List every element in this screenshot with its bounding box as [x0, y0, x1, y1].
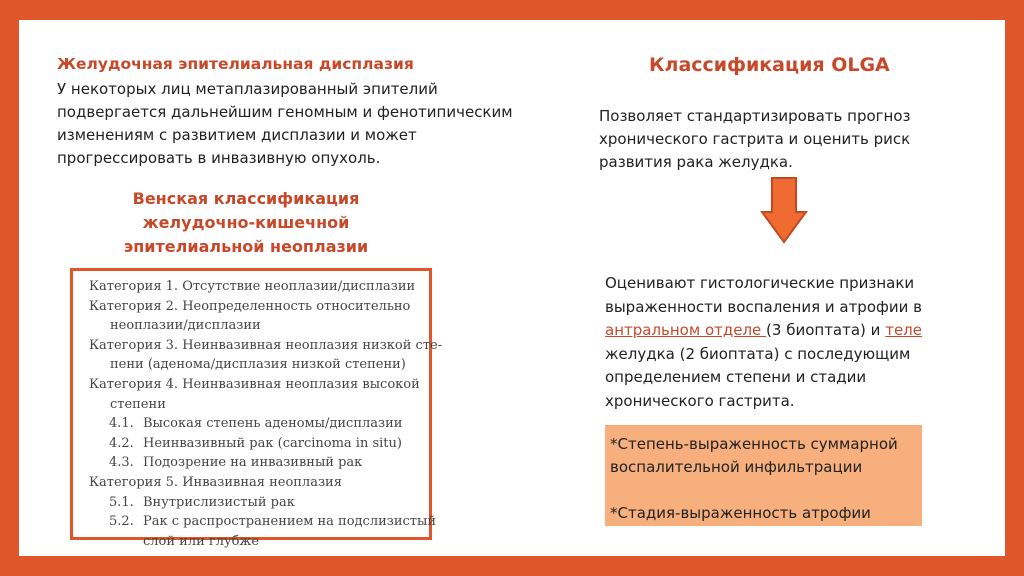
antrum-link[interactable]: антральном отделе — [605, 321, 767, 339]
category-5-2: 5.2. Рак с распространением на подслизистый — [109, 514, 436, 530]
vienna-title: Венская классификация желудочно-кишечной эпителиальной неоплазии — [123, 189, 369, 256]
category-3: Категория 3. Неинвазивная неоплазия низкой сте- — [89, 337, 443, 353]
olga-title: Классификация OLGA — [649, 54, 890, 76]
category-2-cont: неоплазии/дисплазии — [110, 318, 261, 334]
category-4: Категория 4. Неинвазивная неоплазия высокой — [89, 376, 420, 392]
olga-assessment-text: Оценивают гистологические признаки выраженности воспаления и атрофии в антральном отделе (3 биоптата) и теле желудка (2 биоптата) с последующим определением степени и стадии хронического гастрита. — [605, 274, 922, 410]
vienna-classification-table — [70, 268, 443, 549]
note-grade: *Степень-выраженность суммарной воспалительной инфильтрации — [610, 435, 898, 476]
category-4-cont: степени — [110, 396, 166, 412]
dysplasia-text: У некоторых лиц метаплазированный эпителий подвергается дальнейшим геномным и фенотипическим изменениям с развитием дисплазии и может прогрессировать в инвазивную опухоль. — [57, 80, 513, 167]
category-5: Категория 5. Инвазивная неоплазия — [89, 474, 342, 490]
category-4-2: 4.2. Неинвазивный рак (carcinoma in situ) — [109, 435, 402, 451]
dysplasia-title: Желудочная эпителиальная дисплазия — [57, 55, 414, 73]
body-link[interactable]: теле — [885, 321, 922, 339]
category-4-1: 4.1. Высокая степень аденомы/дисплазии — [109, 416, 403, 432]
olga-notes-box — [605, 425, 922, 526]
category-1: Категория 1. Отсутствие неоплазии/дисплазии — [89, 279, 416, 294]
note-stage: *Стадия-выраженность атрофии — [610, 504, 871, 522]
category-3-cont: пени (аденома/дисплазия низкой степени) — [110, 357, 406, 373]
category-2: Категория 2. Неопределенность относительно — [89, 298, 411, 314]
category-5-2-cont: слой или глубже — [143, 533, 260, 549]
olga-description: Позволяет стандартизировать прогноз хронического гастрита и оценить риск развития рака желудка. — [599, 107, 911, 171]
category-4-3: 4.3. Подозрение на инвазивный рак — [109, 455, 363, 471]
arrow-down-icon — [760, 176, 808, 244]
category-5-1: 5.1. Внутрислизистый рак — [109, 494, 295, 510]
